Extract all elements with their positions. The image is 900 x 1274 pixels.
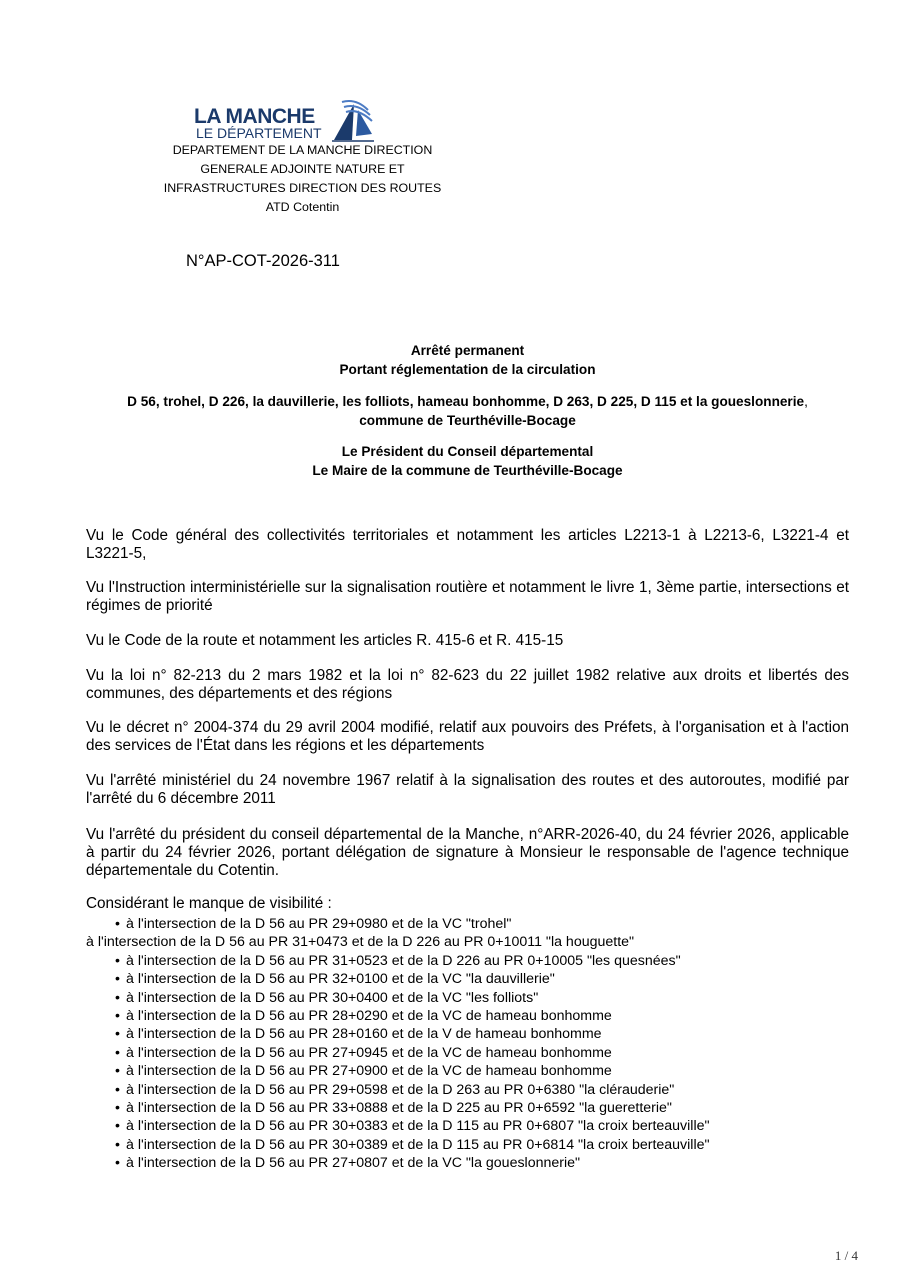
bullet-icon: • bbox=[115, 1008, 120, 1025]
bullet-icon: • bbox=[115, 1044, 120, 1061]
list-item bbox=[86, 1136, 849, 1154]
bullet-icon: • bbox=[115, 1100, 120, 1117]
list-item bbox=[86, 1099, 849, 1117]
decree-title-block bbox=[86, 342, 849, 379]
list-item bbox=[86, 1117, 849, 1135]
roads-line bbox=[86, 393, 849, 412]
bullet-icon: • bbox=[115, 971, 120, 988]
bullet-icon: • bbox=[115, 1026, 120, 1043]
visa-text: Vu l'arrêté ministériel du 24 novembre 1967 relatif à la signalisation des routes et des autoroutes, modifié par l'arrêté du 6 décembre 2011 bbox=[86, 772, 849, 807]
visa-text: Vu le Code général des collectivités territoriales et notamment les articles L2213-1 à L2213-6, L3221-4 et L3221-5, bbox=[86, 527, 849, 562]
logo-subtitle: LE DÉPARTEMENT bbox=[196, 125, 322, 141]
visa-text: Vu le décret n° 2004-374 du 29 avril 2004 modifié, relatif aux pouvoirs des Préfets, à l'organisation et à l'action des services de l'État dans les régions et les départements bbox=[86, 719, 849, 754]
list-item-text: à l'intersection de la D 56 au PR 33+0888 et de la D 225 au PR 0+6592 "la gueretterie" bbox=[126, 1100, 672, 1117]
visa-paragraph bbox=[86, 667, 849, 703]
list-item bbox=[86, 1081, 849, 1099]
bullet-icon: • bbox=[115, 952, 120, 969]
list-item-text: à l'intersection de la D 56 au PR 29+0598 et de la D 263 au PR 0+6380 "la clérauderie" bbox=[126, 1081, 675, 1098]
roads-separator: , bbox=[804, 394, 808, 409]
visa-paragraph bbox=[86, 826, 849, 880]
considerant-list bbox=[86, 915, 849, 1173]
roads-list: D 56, trohel, D 226, la dauvillerie, les folliots, hameau bonhomme, D 263, D 225, D 115 et la goueslonnerie bbox=[127, 394, 805, 409]
list-item-text: à l'intersection de la D 56 au PR 27+0900 et de la VC de hameau bonhomme bbox=[126, 1063, 612, 1080]
list-item bbox=[86, 933, 849, 951]
visa-text: Vu l'Instruction interministérielle sur la signalisation routière et notamment le livre 1, 3ème partie, intersections et régimes de priorité bbox=[86, 579, 849, 614]
logo-title: LA MANCHE bbox=[194, 105, 315, 128]
visa-paragraph bbox=[86, 772, 849, 808]
list-item-text: à l'intersection de la D 56 au PR 31+0473 et de la D 226 au PR 0+10011 "la houguette" bbox=[86, 934, 635, 951]
organisation-block bbox=[160, 141, 445, 217]
list-item-text: à l'intersection de la D 56 au PR 28+0160 et de la V de hameau bonhomme bbox=[126, 1026, 602, 1043]
list-item-text: à l'intersection de la D 56 au PR 30+0383 et de la D 115 au PR 0+6807 "la croix berteauville" bbox=[126, 1118, 710, 1135]
list-item bbox=[86, 1044, 849, 1062]
bullet-icon: • bbox=[115, 1081, 120, 1098]
authority-block bbox=[86, 443, 849, 480]
list-item bbox=[86, 915, 849, 933]
list-item bbox=[86, 989, 849, 1007]
bullet-icon: • bbox=[115, 916, 120, 932]
list-item-text: à l'intersection de la D 56 au PR 31+0523 et de la D 226 au PR 0+10005 "les quesnées" bbox=[126, 952, 681, 969]
sailboat-logo-icon bbox=[328, 96, 376, 142]
list-item-text: à l'intersection de la D 56 au PR 27+0945 et de la VC de hameau bonhomme bbox=[126, 1044, 612, 1061]
list-item-text: à l'intersection de la D 56 au PR 30+0389 et de la D 115 au PR 0+6814 "la croix berteauville" bbox=[126, 1136, 710, 1153]
list-item-text: à l'intersection de la D 56 au PR 32+0100 et de la VC "la dauvillerie" bbox=[126, 971, 555, 988]
org-line: GENERALE ADJOINTE NATURE ET bbox=[200, 162, 405, 176]
bullet-icon: • bbox=[115, 989, 120, 1006]
list-item-text: à l'intersection de la D 56 au PR 30+0400 et de la VC "les folliots" bbox=[126, 989, 539, 1006]
decree-subject: Portant réglementation de la circulation bbox=[339, 361, 596, 377]
visa-text: Vu la loi n° 82-213 du 2 mars 1982 et la loi n° 82-623 du 22 juillet 1982 relative aux droits et libertés des communes, des départements et des régions bbox=[86, 667, 849, 702]
reference-number: N°AP-COT-2026-311 bbox=[186, 252, 340, 270]
visa-paragraph bbox=[86, 632, 849, 650]
visa-paragraph bbox=[86, 579, 849, 615]
bullet-icon: • bbox=[115, 1155, 120, 1172]
visa-text: Vu le Code de la route et notamment les articles R. 415-6 et R. 415-15 bbox=[86, 632, 564, 649]
list-item bbox=[86, 970, 849, 988]
list-item bbox=[86, 1154, 849, 1172]
department-logo bbox=[194, 96, 384, 144]
list-item bbox=[86, 952, 849, 970]
authority-mayor: Le Maire de la commune de Teurthéville-Bocage bbox=[312, 462, 623, 478]
authority-president: Le Président du Conseil départemental bbox=[341, 444, 594, 459]
list-item bbox=[86, 1062, 849, 1080]
org-line: INFRASTRUCTURES DIRECTION DES ROUTES bbox=[163, 181, 442, 195]
visa-paragraph bbox=[86, 719, 849, 755]
list-item-text: à l'intersection de la D 56 au PR 29+0980 et de la VC "trohel" bbox=[126, 916, 512, 932]
bullet-icon: • bbox=[115, 1063, 120, 1080]
commune-line: commune de Teurthéville-Bocage bbox=[359, 412, 576, 428]
decree-type: Arrêté permanent bbox=[410, 343, 525, 358]
bullet-icon: • bbox=[115, 1136, 120, 1153]
bullet-icon: • bbox=[115, 1118, 120, 1135]
considerant-intro-text: Considérant le manque de visibilité : bbox=[86, 895, 332, 912]
roads-block bbox=[86, 393, 849, 430]
visa-paragraph bbox=[86, 527, 849, 563]
list-item bbox=[86, 1007, 849, 1025]
list-item-text: à l'intersection de la D 56 au PR 28+0290 et de la VC de hameau bonhomme bbox=[126, 1008, 612, 1025]
visa-text: Vu l'arrêté du président du conseil départemental de la Manche, n°ARR-2026-40, du 24 février 2026, applicable à partir du 24 février 2026, portant délégation de signature à Monsieur le responsable de l'agence technique départementale du Cotentin. bbox=[86, 826, 849, 879]
list-item-text: à l'intersection de la D 56 au PR 27+0807 et de la VC "la goueslonnerie" bbox=[126, 1155, 581, 1172]
considerant-intro bbox=[86, 895, 849, 913]
org-line: DEPARTEMENT DE LA MANCHE DIRECTION bbox=[172, 143, 433, 157]
org-line: ATD Cotentin bbox=[265, 200, 340, 214]
list-item bbox=[86, 1025, 849, 1043]
page-number: 1 / 4 bbox=[834, 1248, 858, 1263]
